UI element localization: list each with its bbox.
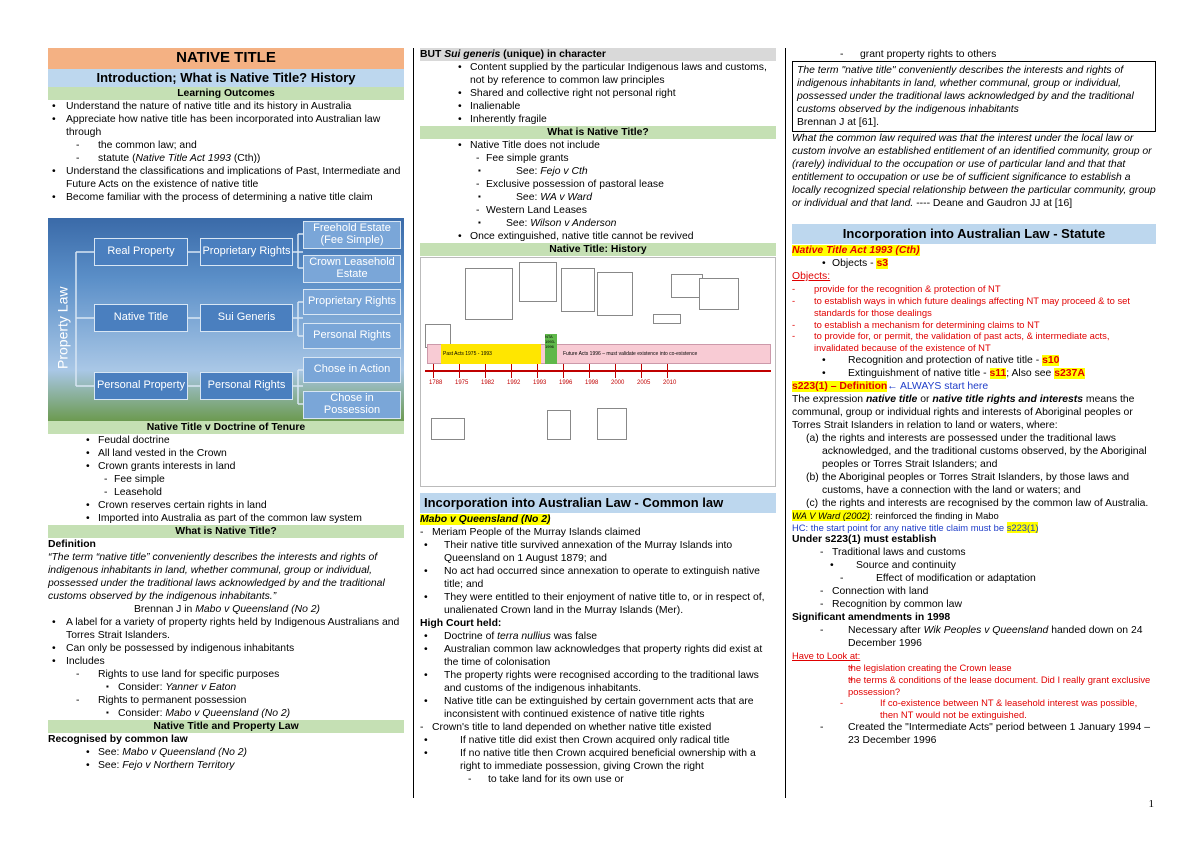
timeline-year-label: 2010 xyxy=(663,380,677,386)
list-item: • Native title can be extinguished by certain government acts that are inconsistent with continued existence of native title rights xyxy=(420,695,776,721)
deane-gaudron-quote: What the common law required was that the interest under the local law or custom involve an established entitlement of an identified community, group or (rarely) individual to the occupation or use of particular land and that that entitlement to occupation or use be of sufficient significance to establish a locally recognized special relationship between the particular community, group or individual and that land. ---- Deane and Gaudron JJ at [16] xyxy=(792,133,1156,209)
history-heading: Native Title: History xyxy=(420,243,776,256)
list-item: • Crown reserves certain rights in land xyxy=(48,499,404,512)
list-item: ▪ See: Wilson v Anderson xyxy=(420,217,776,230)
column-3 xyxy=(792,48,1156,747)
diagram-node-chose-in-possession: Chose in Possession xyxy=(303,391,401,419)
statute-heading: Incorporation into Australian Law - Statute xyxy=(792,224,1156,244)
list-item: - Leasehold xyxy=(48,486,404,499)
diagram-node-native-title: Native Title xyxy=(94,304,188,332)
page-number: 1 xyxy=(1148,798,1154,811)
list-item: - to establish a mechanism for determining claims to NT xyxy=(792,319,1156,331)
timeline-tick xyxy=(667,364,668,378)
list-item: - Recognition by common law xyxy=(792,598,1156,611)
s223-heading: s223(1) – Definition← ALWAYS start here xyxy=(792,380,989,392)
list-item: • Their native title survived annexation of the Murray Islands into Queensland on 1 August 1879; and xyxy=(420,539,776,565)
native-title-expression: The expression native title or native title rights and interests means the communal, group or individual rights and interests of Aboriginal peoples or Torres Strait Islanders in relation to land or waters, where: xyxy=(792,393,1135,431)
list-item: • See: Fejo v Northern Territory xyxy=(48,759,404,772)
property-law-diagram xyxy=(48,218,404,421)
timeline-tick xyxy=(641,364,642,378)
diagram-node-crown-leasehold: Crown Leasehold Estate xyxy=(303,255,401,283)
list-item: • Content supplied by the particular Indigenous laws and customs, not by reference to common law principles xyxy=(420,61,776,87)
timeline-year-label: 1975 xyxy=(455,380,469,386)
recognised-label: Recognised by common law xyxy=(48,734,188,745)
hc-start-note: HC: the start point for any native title claim must be s223(1) xyxy=(792,521,1039,533)
list-item: • Source and continuity xyxy=(792,559,1156,572)
list-item: ▪ Consider: Mabo v Queensland (No 2) xyxy=(48,707,404,720)
list-item: • A label for a variety of property rights held by Indigenous Australians and Torres Strait Islanders. xyxy=(48,616,404,642)
list-item: • If native title did exist then Crown acquired only radical title xyxy=(420,734,776,747)
timeline-tick xyxy=(459,364,460,378)
list-item: • No act had occurred since annexation to operate to extinguish native title; and xyxy=(420,565,776,591)
diagram-node-proprietary-rights-2: Proprietary Rights xyxy=(303,289,401,315)
diagram-node-real-property: Real Property xyxy=(94,238,188,266)
page-title: NATIVE TITLE xyxy=(48,48,404,69)
definition-paragraph-b: (b) the Aboriginal peoples or Torres Strait Islanders, by those laws and customs, have a connection with the land or waters; and xyxy=(806,471,1130,496)
list-item: • Understand the nature of native title and its history in Australia xyxy=(48,100,404,113)
list-item: • Extinguishment of native title - s11; Also see s237A xyxy=(792,367,1156,380)
list-item: • Doctrine of terra nullius was false xyxy=(420,630,776,643)
list-item: • They were entitled to their enjoyment of native title to, or in respect of, unalienated Crown land in the Murray Islands (Mer). xyxy=(420,591,776,617)
timeline-tick xyxy=(589,364,590,378)
what-is-native-title-heading: What is Native Title? xyxy=(48,525,404,538)
list-item: • Appreciate how native title has been incorporated into Australian law through xyxy=(48,113,404,139)
timeline-tick xyxy=(485,364,486,378)
timeline-year-label: 1788 xyxy=(429,380,443,386)
list-item: • Can only be possessed by indigenous inhabitants xyxy=(48,642,404,655)
diagram-node-chose-in-action: Chose in Action xyxy=(303,357,401,383)
list-item: • Inalienable xyxy=(420,100,776,113)
timeline-year-label: 1982 xyxy=(481,380,495,386)
column-divider-1 xyxy=(413,48,414,798)
list-item: - Effect of modification or adaptation xyxy=(792,572,1156,585)
diagram-node-personal-rights-2: Personal Rights xyxy=(303,323,401,349)
nta-heading: Native Title Act 1993 (Cth) xyxy=(792,245,920,257)
list-item: - Crown's title to land depended on whether native title existed xyxy=(420,721,776,734)
list-item: - Necessary after Wik Peoples v Queensland handed down on 24 December 1996 xyxy=(792,624,1156,650)
definition-citation: Brennan J in Mabo v Queensland (No 2) xyxy=(134,604,320,615)
list-item: • Feudal doctrine xyxy=(48,434,404,447)
list-item: • The property rights were recognised according to the traditional laws and customs of the indigenous inhabitants. xyxy=(420,669,776,695)
list-item: • Recognition and protection of native title - s10 xyxy=(792,354,1156,367)
list-item: - Rights to permanent possession xyxy=(48,694,404,707)
list-item: • Objects - s3 xyxy=(792,257,1156,270)
amendments-label: Significant amendments in 1998 xyxy=(792,612,951,624)
list-item: • Native Title does not include xyxy=(420,139,776,152)
list-item: ▪ the terms & conditions of the lease document. Did I really grant exclusive possession? xyxy=(792,674,1156,698)
native-title-timeline xyxy=(420,257,776,487)
timeline-year-label: 1996 xyxy=(559,380,573,386)
timeline-year-label: 1992 xyxy=(507,380,521,386)
diagram-node-proprietary-rights: Proprietary Rights xyxy=(200,238,293,266)
list-item: - Rights to use land for specific purposes xyxy=(48,668,404,681)
brennan-quote-box: The term "native title" conveniently describes the interests and rights of indigenous inhabitants in land, whether communal, group or individual, possessed under the traditional laws acknowledged by and the traditional customs observed by the indigenous inhabitants Brennan J at [61]. xyxy=(792,61,1156,132)
list-item: ▪ the legislation creating the Crown lease xyxy=(792,662,1156,674)
what-is-list xyxy=(48,616,404,720)
list-item: ▪ See: WA v Ward xyxy=(420,191,776,204)
list-item: • Australian common law acknowledges that property rights did exist at the time of colonisation xyxy=(420,643,776,669)
diagram-node-sui-generis: Sui Generis xyxy=(200,304,293,332)
list-item: • If no native title then Crown acquired beneficial ownership with a right to immediate possession, giving Crown the right xyxy=(420,747,776,773)
timeline-band-future-acts: Future Acts 1996 – must validate existence into co-existence xyxy=(563,350,698,357)
list-item: • All land vested in the Crown xyxy=(48,447,404,460)
column-divider-2 xyxy=(785,48,786,798)
column-2 xyxy=(420,48,776,786)
timeline-year-label: 2005 xyxy=(637,380,651,386)
list-item: • Crown grants interests in land xyxy=(48,460,404,473)
list-item: - statute (Native Title Act 1993 (Cth)) xyxy=(48,152,404,165)
list-item: - If co-existence between NT & leasehold interest was possible, then NT would not be extinguished. xyxy=(792,697,1156,721)
definition-paragraph-a: (a) the rights and interests are possessed under the traditional laws acknowledged, and the traditional customs observed, by the Aboriginal peoples or Torres Strait Islanders; and xyxy=(806,432,1147,470)
list-item: ▪ See: Fejo v Cth xyxy=(420,165,776,178)
list-item: • Inherently fragile xyxy=(420,113,776,126)
list-item: - Fee simple xyxy=(48,473,404,486)
high-court-held-label: High Court held: xyxy=(420,618,502,630)
list-item: - Meriam People of the Murray Islands claimed xyxy=(420,526,776,539)
list-item: - to take land for its own use or xyxy=(420,773,776,786)
diagram-node-personal-rights: Personal Rights xyxy=(200,372,293,400)
list-item: • See: Mabo v Queensland (No 2) xyxy=(48,746,404,759)
list-item: - provide for the recognition & protection of NT xyxy=(792,283,1156,295)
timeline-tick xyxy=(615,364,616,378)
list-item: • Once extinguished, native title cannot be revived xyxy=(420,230,776,243)
tenure-list xyxy=(48,434,404,525)
timeline-year-label: 1998 xyxy=(585,380,599,386)
timeline-tick xyxy=(537,364,538,378)
list-item: • Understand the classifications and implications of Past, Intermediate and Future Acts on the existence of native title xyxy=(48,165,404,191)
list-item: - to provide for, or permit, the validation of past acts, & intermediate acts, invalidated because of the existence of NT xyxy=(792,330,1156,354)
timeline-year-label: 2000 xyxy=(611,380,625,386)
native-title-property-law-heading: Native Title and Property Law xyxy=(48,720,404,733)
list-item: - Created the "Intermediate Acts" period between 1 January 1994 – 23 December 1996 xyxy=(792,721,1156,747)
list-item: - grant property rights to others xyxy=(792,48,1156,61)
under-s223-label: Under s223(1) must establish xyxy=(792,534,937,546)
list-item: - Connection with land xyxy=(792,585,1156,598)
diagram-node-freehold-estate: Freehold Estate (Fee Simple) xyxy=(303,221,401,249)
definition-paragraph-c: (c) the rights and interests are recognised by the common law of Australia. xyxy=(806,497,1149,509)
list-item: - the common law; and xyxy=(48,139,404,152)
list-item: • Shared and collective right not personal right xyxy=(420,87,776,100)
timeline-band-nta: NTA 1993-1996 xyxy=(545,334,557,364)
timeline-tick xyxy=(563,364,564,378)
section-heading-introduction: Introduction; What is Native Title? History xyxy=(48,69,404,87)
wa-ward-note: WA V Ward (2002): reinforced the finding in Mabo xyxy=(792,509,999,521)
list-item: - Fee simple grants xyxy=(420,152,776,165)
mabo-case-heading: Mabo v Queensland (No 2) xyxy=(420,514,551,526)
have-to-look-label: Have to Look at: xyxy=(792,650,861,662)
list-item: • Imported into Australia as part of the common law system xyxy=(48,512,404,525)
objects-heading: Objects: xyxy=(792,271,831,283)
list-item: - Exclusive possession of pastoral lease xyxy=(420,178,776,191)
tenure-heading: Native Title v Doctrine of Tenure xyxy=(48,421,404,434)
column-1 xyxy=(48,48,404,772)
timeline-tick xyxy=(433,364,434,378)
list-item: - to establish ways in which future dealings affecting NT may proceed & to set standards for those dealings xyxy=(792,295,1156,319)
list-item: • Become familiar with the process of determining a native title claim xyxy=(48,191,404,204)
timeline-axis xyxy=(425,370,771,372)
common-law-heading: Incorporation into Australian Law - Common law xyxy=(420,493,776,513)
timeline-tick xyxy=(511,364,512,378)
diagram-vertical-label: Property Law xyxy=(54,286,71,370)
sui-generis-heading: BUT Sui generis (unique) in character xyxy=(420,48,776,61)
list-item: • Includes xyxy=(48,655,404,668)
list-item: ▪ Consider: Yanner v Eaton xyxy=(48,681,404,694)
timeline-year-label: 1993 xyxy=(533,380,547,386)
definition-quote: “The term “native title” conveniently describes the interests and rights of indigenous inhabitants in land, whether communal, group or individual, possessed under the traditional laws acknowledged by and the traditional customs observed by the indigenous inhabitants.” xyxy=(48,552,385,602)
what-is-native-title-heading-2: What is Native Title? xyxy=(420,126,776,139)
diagram-node-personal-property: Personal Property xyxy=(94,372,188,400)
learning-outcomes-list xyxy=(48,100,404,204)
list-item: - Traditional laws and customs xyxy=(792,546,1156,559)
learning-outcomes-heading: Learning Outcomes xyxy=(48,87,404,100)
definition-label: Definition xyxy=(48,539,96,550)
timeline-band-past-acts: Past Acts 1975 - 1993 xyxy=(441,344,541,364)
list-item: - Western Land Leases xyxy=(420,204,776,217)
